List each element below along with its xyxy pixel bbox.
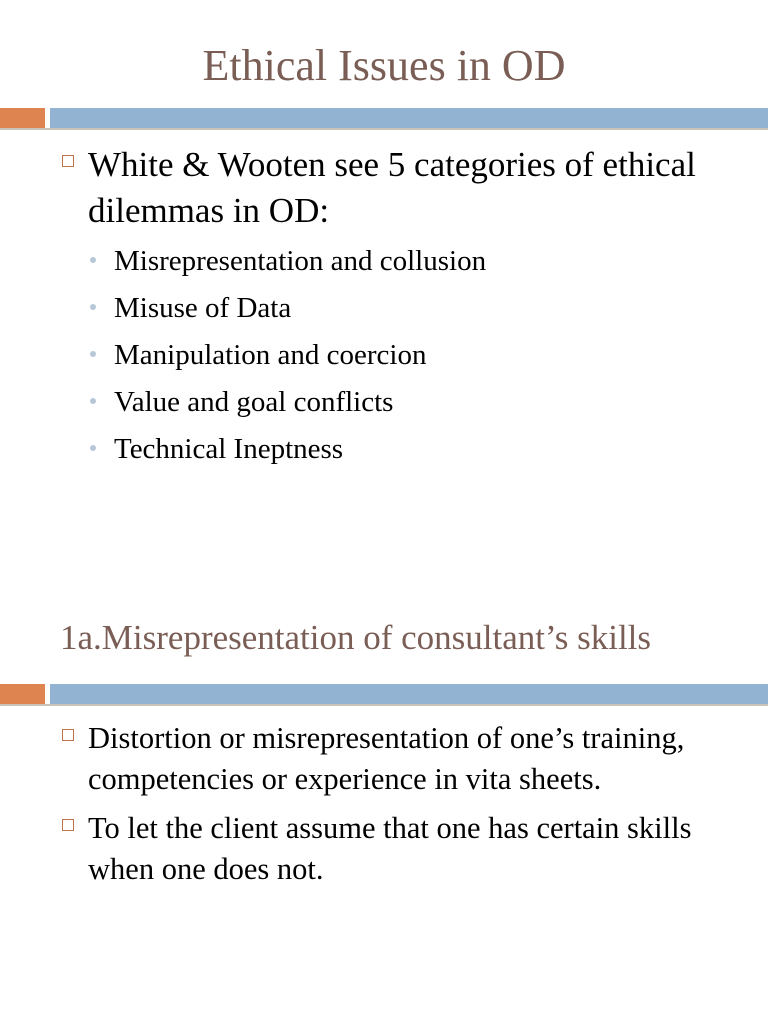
- slide-title: Ethical Issues in OD: [202, 41, 566, 90]
- main-bullet: [62, 808, 708, 890]
- list-item-text: Manipulation and coercion: [114, 339, 427, 371]
- dot-bullet-icon: [90, 445, 96, 451]
- slide-content: [62, 142, 708, 473]
- divider-accent-orange: [0, 108, 45, 128]
- list-item: [86, 332, 708, 379]
- dot-bullet-icon: [90, 351, 96, 357]
- square-bullet-icon: [62, 819, 74, 831]
- dot-bullet-icon: [90, 398, 96, 404]
- slide-title: 1a.Misrepresentation of consultant’s skills: [60, 618, 652, 657]
- list-item: [86, 426, 708, 473]
- main-bullet-text: To let the client assume that one has certain skills when one does not.: [88, 811, 692, 886]
- category-list: [86, 238, 708, 473]
- slide-content: [62, 718, 708, 898]
- main-bullet: [62, 142, 708, 234]
- list-item-text: Technical Ineptness: [114, 433, 344, 465]
- list-item-text: Value and goal conflicts: [114, 386, 394, 418]
- divider-bar-blue: [50, 108, 768, 128]
- title-divider: [0, 683, 768, 705]
- dot-bullet-icon: [90, 304, 96, 310]
- list-item: [86, 285, 708, 332]
- divider-rule: [0, 704, 768, 706]
- slide-misrepresentation: [0, 600, 768, 1024]
- main-bullet-text: Distortion or misrepresentation of one’s training, competencies or experience in vita sheets.: [88, 721, 685, 796]
- main-bullet: [62, 718, 708, 800]
- divider-accent-orange: [0, 684, 45, 704]
- divider-bar-blue: [50, 684, 768, 704]
- divider-rule: [0, 128, 768, 130]
- list-item: [86, 379, 708, 426]
- main-bullet-text: White & Wooten see 5 categories of ethical dilemmas in OD:: [88, 145, 696, 230]
- square-bullet-icon: [62, 155, 74, 167]
- list-item-text: Misrepresentation and collusion: [114, 245, 487, 277]
- title-divider: [0, 107, 768, 129]
- square-bullet-icon: [62, 729, 74, 741]
- dot-bullet-icon: [90, 257, 96, 263]
- list-item-text: Misuse of Data: [114, 292, 292, 324]
- list-item: [86, 238, 708, 285]
